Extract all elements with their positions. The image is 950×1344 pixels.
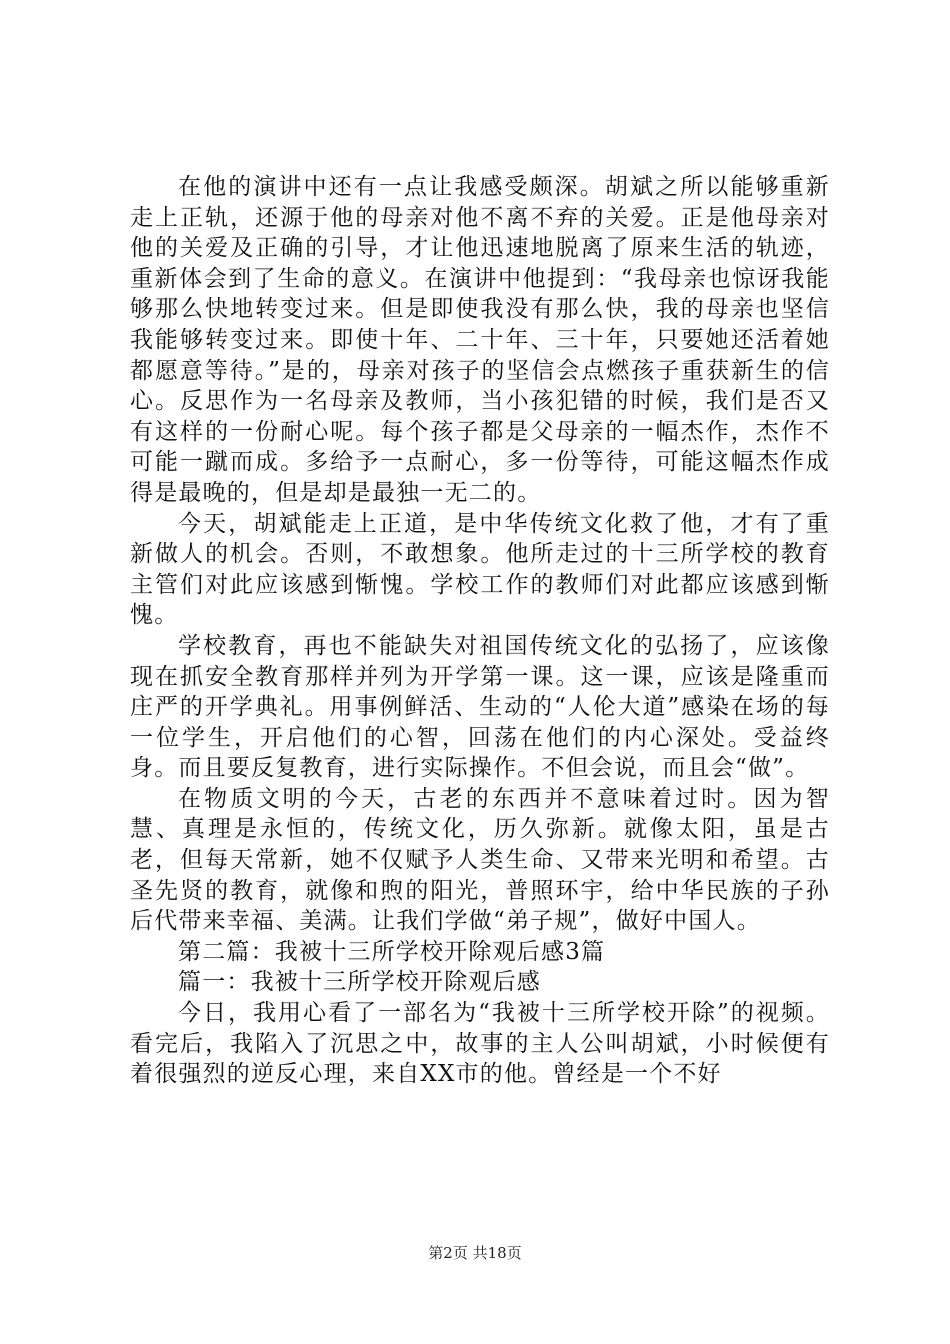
paragraph-school-education: 学校教育，再也不能缺失对祖国传统文化的弘扬了，应该像现在抓安全教育那样并列为开学第一课。这一课，应该是隆重而庄严的开学典礼。用事例鲜活、生动的“人伦大道”感染在场的每一位学生，开启他们的心智，回荡在他们的内心深处。受益终身。而且要反复教育，进行实际操作。不但会说，而且会“做”。 [130,632,830,782]
paragraph-traditional-culture-saved: 今天，胡斌能走上正道，是中华传统文化救了他，才有了重新做人的机会。否则，不敢想象。他所走过的十三所学校的教育主管们对此应该感到惭愧。学校工作的教师们对此都应该感到惭愧。 [130,510,830,629]
paragraph-today-video: 今日，我用心看了一部名为“我被十三所学校开除”的视频。看完后，我陷入了沉思之中，故事的主人公叫胡斌，小时候便有着很强烈的逆反心理，来自XX市的他。曾经是一个不好 [130,1000,830,1088]
document-body [130,172,830,1090]
section-heading-second-article: 第二篇：我被十三所学校开除观后感3篇 [178,938,606,965]
paragraph-mother-love: 在他的演讲中还有一点让我感受颇深。胡斌之所以能够重新走上正轨，还源于他的母亲对他不离不弃的关爱。正是他母亲对他的关爱及正确的引导，才让他迅速地脱离了原来生活的轨迹，重新体会到了生命的意义。在演讲中他提到：“我母亲也惊讶我能够那么快地转变过来。但是即使我没有那么快，我的母亲也坚信我能够转变过来。即使十年、二十年、三十年，只要她还活着她都愿意等待。”是的，母亲对孩子的坚信会点燃孩子重获新生的信心。反思作为一名母亲及教师，当小孩犯错的时候，我们是否又有这样的一份耐心呢。每个孩子都是父母亲的一幅杰作，杰作不可能一蹴而成。多给予一点耐心，多一份等待，可能这幅杰作成得是最晚的，但是却是最独一无二的。 [130,174,830,506]
paragraph-material-civilization: 在物质文明的今天，古老的东西并不意味着过时。因为智慧、真理是永恒的，传统文化，历久弥新。就像太阳，虽是古老，但每天常新，她不仅赋予人类生命、又带来光明和希望。古圣先贤的教育，就像和煦的阳光，普照环宇，给中华民族的子孙后代带来幸福、美满。让我们学做“弟子规”，做好中国人。 [130,785,830,935]
page-number-footer: 第2页 共18页 [428,1244,522,1262]
subheading-article-one: 篇一：我被十三所学校开除观后感 [178,969,541,996]
